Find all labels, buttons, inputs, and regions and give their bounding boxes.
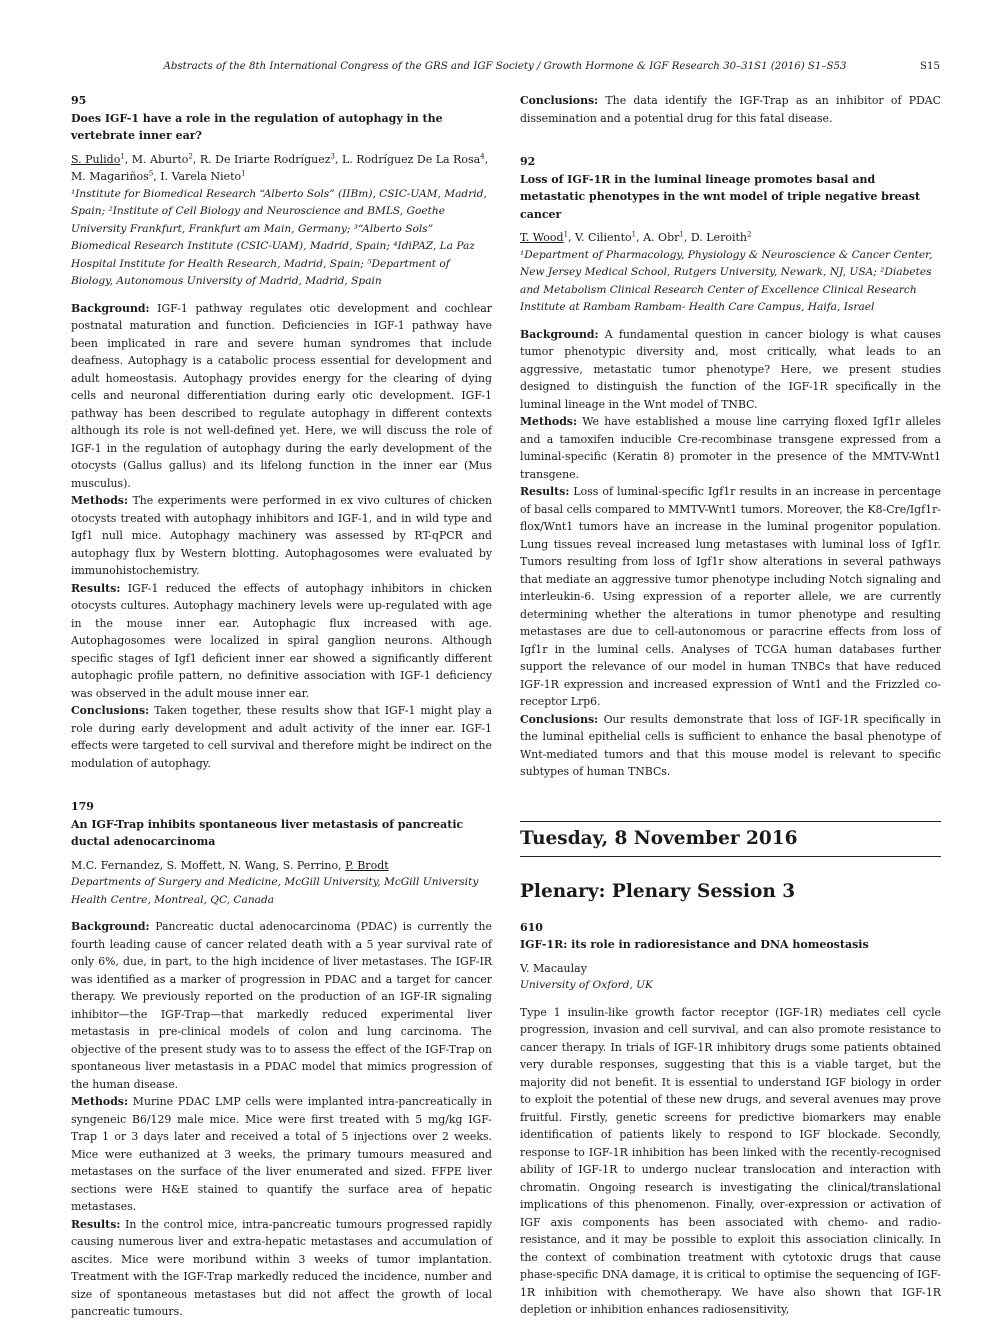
background-paragraph: Background: Pancreatic ductal adenocarcinoma (PDAC) is currently the fourth leading cause of cancer related death with a 5 year survival rate of only 6%, due, in part, to the high incidence of liver metastases. The IGF-IR was identified as a marker of progression in PDAC and a target for cancer therapy. We previously reported on the production of an IGF-IR signaling inhibitor—the IGF-Trap—that markedly reduced experimental liver metastasis in pre-clinical models of colon and lung carcinoma. The objective of the present study was to to assess the effect of the IGF-Trap on spontaneous liver metastasis in a PDAC model that mimics progression of the human disease.: [71, 920, 492, 1091]
abstract-title: Loss of IGF-1R in the luminal lineage promotes basal and metastatic phenotypes in the wnt model of triple negative breast cancer: [520, 172, 921, 221]
author-list: S. Pulido$^1$, M. Aburto$^2$, R. De Iriarte Rodríguez$^3$, L. Rodríguez De La Rosa$^4$, M. Magariños$^5$, I. Varela Nieto$^1$: [71, 151, 489, 183]
presenting-author: T. Wood: [520, 231, 564, 244]
methods-paragraph: Methods: Murine PDAC LMP cells were implanted intra-pancreatically in syngeneic B6/129 male mice. Mice were first treated with 5 mg/kg IGF-Trap 1 or 3 days later and received a total of 5 injections over 2 weeks. Mice were euthanized at 3 weeks, the primary tumours measured and metastases on the surface of the liver enumerated and sized. FFPE liver sections were H&E stained to quantify the surface area of hepatic metastases.: [71, 1095, 492, 1213]
session-heading: Plenary: Plenary Session 3: [520, 880, 796, 902]
background-paragraph: Background: A fundamental question in cancer biology is what causes tumor phenotypic diversity and, most critically, what leads to an aggressive, metastatic tumor phenotype? Here, we present studies designed to distinguish the function of the IGF-1R specifically in the luminal lineage in the Wnt model of TNBC.: [520, 327, 941, 411]
abstract-179-continued: [520, 92, 941, 127]
affiliations: ¹Institute for Biomedical Research “Alberto Sols” (IIBm), CSIC-UAM, Madrid, Spain; ²Institute of Cell Biology and Neuroscience and BMLS, Goethe University Frankfurt, Frankfurt am Main, Germany; ³“Alberto Sols” Biomedical Research Institute (CSIC-UAM), Madrid, Spain; ⁴IdiPAZ, La Paz Hospital Institute for Health Research, Madrid, Spain; ⁵Department of Biology, Autonomous University of Madrid, Madrid, Spain: [71, 187, 487, 287]
abstract-610: [520, 919, 941, 1319]
abstract-179: [71, 798, 492, 1321]
journal-citation: Abstracts of the 8th International Congress of the GRS and IGF Society / Growth Hormone & IGF Research 30–31S1 (2016) S1–S53: [163, 61, 847, 72]
author-list: T. Wood$^1$, V. Ciliento$^1$, A. Obr$^1$, D. Leroith$^2$: [520, 230, 752, 244]
results-paragraph: Results: Loss of luminal-specific Igf1r results in an increase in percentage of basal cells compared to MMTV-Wnt1 tumors. Moreover, the K8-Cre/Igf1r-flox/Wnt1 tumors have an increase in the luminal progenitor population. Lung tissues reveal increased lung metastases with luminal loss of Igf1r. Tumors resulting from loss of Igf1r show alterations in several pathways that mediate an aggressive tumor phenotype including Notch signaling and interleukin-6. Using expression of a reporter allele, we are currently determining whether the alterations in tumor phenotype and resulting metastases are due to cell-autonomous or paracrine effects from loss of Igf1r in the luminal cells. Analyses of TCGA human databases further support the relevance of our model in human TNBCs that have reduced IGF-1R expression and increased expression of Wnt1 and the Frizzled co-receptor Lrp6.: [520, 485, 941, 708]
abstract-body: [520, 326, 941, 781]
affiliations: University of Oxford, UK: [520, 979, 653, 991]
page-number: S15: [920, 61, 940, 72]
abstract-number: 95: [71, 94, 87, 107]
conclusions-paragraph: Conclusions: Taken together, these results show that IGF-1 might play a role during early development and adult activity of the inner ear. IGF-1 effects were targeted to cell survival and therefore might be indirect on the modulation of autophagy.: [71, 704, 492, 770]
methods-paragraph: Methods: We have established a mouse line carrying floxed Igf1r alleles and a tamoxifen inducible Cre-recombinase transgene expressed from a luminal-specific (Keratin 8) promoter in the presence of the MMTV-Wnt1 transgene.: [520, 415, 941, 481]
background-paragraph: Background: IGF-1 pathway regulates otic development and cochlear postnatal maturation and function. Deficiencies in IGF-1 pathway have been implicated in rare and severe human syndromes that include deafness. Autophagy is a catabolic process essential for development and adult homeostasis. Autophagy provides energy for the clearing of dying cells and neuronal differentiation during early otic development. IGF-1 pathway has been described to regulate autophagy in different contexts although its role is not well-defined yet. Here, we will discuss the role of IGF-1 in the regulation of autophagy during the early development of the otocysts (Gallus gallus) and its lifelong function in the inner ear (Mus musculus).: [71, 301, 492, 490]
abstract-95: [71, 92, 492, 772]
abstract-body: [71, 300, 492, 773]
conclusions-paragraph: Conclusions: Our results demonstrate that loss of IGF-1R specifically in the luminal epithelial cells is sufficient to enhance the basal phenotype of Wnt-mediated tumors and that this mouse model is relevant to specific subtypes of human TNBCs.: [520, 712, 941, 778]
affiliations: Departments of Surgery and Medicine, McGill University, McGill University Health Centre, Montreal, QC, Canada: [71, 876, 479, 906]
author-list: V. Macaulay: [520, 961, 587, 975]
left-column: [71, 92, 492, 1321]
abstract-body: [520, 1004, 941, 1319]
abstract-number: 92: [520, 155, 536, 168]
abstract-number: 179: [71, 800, 94, 813]
abstract-title: An IGF-Trap inhibits spontaneous liver metastasis of pancreatic ductal adenocarcinoma: [71, 817, 464, 848]
conclusions-paragraph: Conclusions: The data identify the IGF-Trap as an inhibitor of PDAC dissemination and a potential drug for this fatal disease.: [520, 94, 941, 125]
body-paragraph: Type 1 insulin-like growth factor receptor (IGF-1R) mediates cell cycle progression, invasion and cell survival, and can also promote resistance to cancer therapy. In trials of IGF-1R inhibitory drugs some patients obtained very durable responses, suggesting that this is a viable target, but the majority did not benefit. It is essential to understand IGF biology in order to exploit the potential of these new drugs, and several avenues may prove fruitful. Firstly, genetic screens for predictive biomarkers may enable identification of patients likely to respond to IGF blockade. Secondly, response to IGF-1R inhibition has been linked with the recently-recognised ability of IGF-1R to undergo nuclear translocation and interaction with chromatin. Ongoing research is investigating the clinical/translational implications of this phenomenon. Finally, over-expression or activation of IGF axis components has been associated with chemo- and radio- resistance, and it may be possible to exploit this association clinically. In the context of combination treatment with cytotoxic drugs that cause phase-specific DNA damage, it is critical to optimise the sequencing of IGF-1R inhibition with chemotherapy. We have also shown that IGF-1R depletion or inhibition enhances radiosensitivity,: [520, 1005, 941, 1316]
results-paragraph: Results: In the control mice, intra-pancreatic tumours progressed rapidly causing numerous liver and extra-hepatic metastases and accumulation of ascites. Mice were moribund within 3 weeks of tumor implantation. Treatment with the IGF-Trap markedly reduced the incidence, number and size of spontaneous metastases but did not affect the growth of local pancreatic tumours.: [71, 1217, 492, 1318]
abstract-title: IGF-1R: its role in radioresistance and DNA homeostasis: [520, 938, 869, 951]
abstract-number: 610: [520, 920, 543, 934]
abstract-body: [71, 918, 492, 1321]
methods-paragraph: Methods: The experiments were performed in ex vivo cultures of chicken otocysts treated with autophagy inhibitors and IGF-1, and in wild type and Igf1 null mice. Autophagy machinery was assessed by RT-qPCR and autophagy flux by Western blotting. Autophagosomes were evaluated by immunohistochemistry.: [71, 494, 492, 577]
day-heading: Tuesday, 8 November 2016: [520, 821, 941, 857]
presenting-author: P. Brodt: [345, 858, 389, 872]
abstract-title: Does IGF-1 have a role in the regulation of autophagy in the vertebrate inner ear?: [71, 111, 443, 142]
right-column: [520, 92, 941, 1319]
results-paragraph: Results: IGF-1 reduced the effects of autophagy inhibitors in chicken otocysts cultures. Autophagy machinery levels were up-regulated with age in the mouse inner ear. Autophagic flux increased with age. Autophagosomes were localized in spiral ganglion neurons. Although specific stages of Igf1 deficient inner ear showed a significantly different autophagic profile pattern, no definitive association with IGF-1 deficiency was observed in the adult mouse inner ear.: [71, 581, 492, 700]
abstract-92: [520, 153, 941, 781]
presenting-author: S. Pulido: [71, 152, 121, 166]
affiliations: ¹Department of Pharmacology, Physiology & Neuroscience & Cancer Center, New Jersey Medical School, Rutgers University, Newark, NJ, USA; ²Diabetes and Metabolism Clinical Research Center of Excellence Clinical Research Institute at Rambam Rambam- Health Care Campus, Haifa, Israel: [520, 248, 933, 313]
author-list: M.C. Fernandez, S. Moffett, N. Wang, S. Perrino, P. Brodt: [71, 858, 389, 872]
